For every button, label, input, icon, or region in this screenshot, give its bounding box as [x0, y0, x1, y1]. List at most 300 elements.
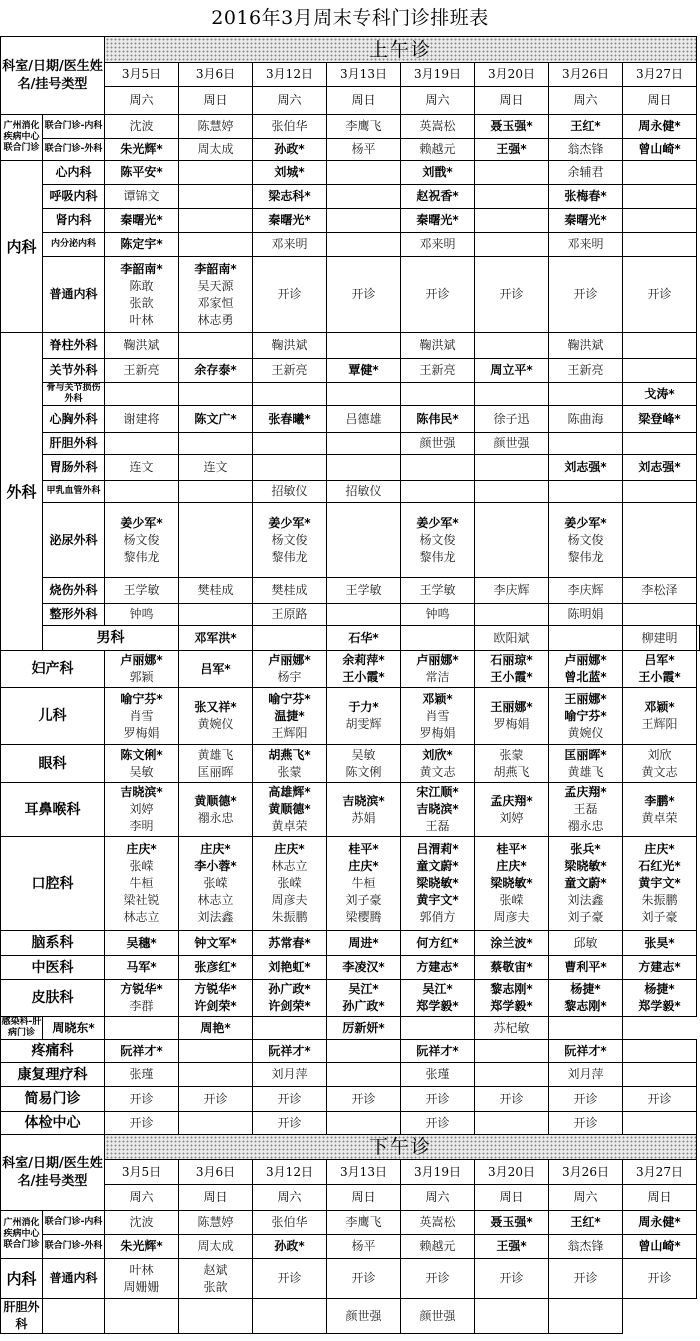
doctor-cell [179, 455, 253, 481]
schedule-row [1, 651, 700, 688]
doctor-name: 张歆 [203, 1279, 228, 1294]
doctor-name: 招敏仪 [271, 484, 308, 498]
doctor-name: 鞠洪斌 [567, 338, 604, 352]
doctor-name: 柳建明 [641, 630, 678, 645]
doctor-name: 赖越元 [419, 1239, 456, 1253]
dept-label: 简易门诊 [24, 1091, 81, 1107]
schedule-row [1, 980, 700, 1017]
group-gz [1, 115, 43, 161]
doctor-cell [253, 359, 327, 383]
doctor-cell [401, 1087, 475, 1112]
doctor-name: 聂玉强* [490, 119, 533, 133]
doctor-name: 吕军* [644, 653, 675, 667]
doctor-cell [475, 1112, 549, 1135]
group-wai [1, 333, 43, 651]
doctor-cell [697, 626, 700, 651]
doctor-cell [475, 503, 549, 578]
doctor-name: 杨文俊 [123, 532, 160, 547]
schedule-row [1, 604, 700, 626]
date-text: 3月13日 [340, 67, 387, 81]
schedule-row [1, 233, 700, 257]
date-text: 3月26日 [562, 1164, 609, 1179]
doctor-name: 庄庆* [644, 842, 675, 856]
date-header [475, 63, 549, 87]
date-header [549, 1160, 623, 1185]
dept-label: 呼吸内科 [49, 189, 98, 203]
doctor-name: 孙广政* [268, 982, 311, 996]
doctor-name: 杨文俊 [567, 532, 604, 547]
schedule-row [1, 1211, 700, 1235]
doctor-cell [179, 1299, 253, 1334]
doctor-name: 开诊 [425, 1091, 450, 1106]
doctor-name: 黄雄飞 [197, 747, 234, 762]
doctor-name: 周彦夫 [271, 893, 308, 907]
doctor-name: 肖雪 [425, 708, 450, 723]
doctor-cell [253, 1112, 327, 1135]
weekday-header [179, 1185, 253, 1211]
doctor-name: 张嵘 [277, 876, 302, 890]
doctor-name: 林志勇 [197, 312, 234, 327]
schedule-row [1, 688, 700, 745]
doctor-name: 喻宁芬* [564, 708, 607, 723]
doctor-cell [401, 1299, 475, 1334]
doctor-name: 聂玉强* [490, 1215, 533, 1229]
doctor-cell [253, 257, 327, 333]
doctor-name: 秦曙光* [268, 213, 311, 227]
doctor-name: 欧阳斌 [493, 630, 530, 645]
dept-label: 内分泌内科 [50, 239, 96, 249]
header-label: 科室/日期/医生姓名/挂号类型 [2, 58, 103, 92]
doctor-name: 王红* [570, 1215, 601, 1229]
doctor-name: 开诊 [647, 1271, 672, 1285]
dept-label: 整形外科 [49, 607, 98, 621]
weekday-header [105, 1185, 179, 1211]
doctor-name: 张昊* [644, 935, 675, 950]
doctor-cell [549, 745, 623, 783]
doctor-cell [623, 745, 697, 783]
doctor-cell [549, 1087, 623, 1112]
doctor-name: 阮祥才* [120, 1043, 163, 1058]
schedule-row [1, 931, 700, 956]
doctor-cell [327, 931, 401, 956]
doctor-name: 沈波 [129, 1215, 154, 1229]
doctor-name: 余莉萍* [342, 653, 385, 667]
doctor-name: 喻宁芬* [268, 691, 311, 706]
doctor-name: 钟鸣 [425, 607, 450, 621]
doctor-name: 厉新妍* [342, 1020, 385, 1035]
date-text: 3月19日 [414, 1164, 461, 1179]
dept-label: 疼痛科 [31, 1043, 74, 1059]
doctor-name: 黎志刚* [564, 999, 607, 1013]
dept-cell [1, 837, 105, 931]
doctor-cell [179, 433, 253, 455]
doctor-name: 赵祝香* [416, 189, 459, 203]
doctor-cell [475, 783, 549, 837]
doctor-name: 开诊 [499, 287, 524, 301]
doctor-name: 开诊 [573, 1115, 598, 1130]
doctor-name: 匡丽晖* [564, 747, 607, 762]
schedule-row [1, 161, 700, 185]
doctor-cell [179, 578, 253, 604]
doctor-name: 张兵* [570, 842, 601, 856]
doctor-name: 王学敏 [419, 583, 456, 597]
dept-label: 肾内科 [55, 213, 92, 227]
dept-label: 男科 [96, 630, 125, 646]
doctor-cell [179, 931, 253, 956]
doctor-name: 刘月萍 [271, 1067, 308, 1081]
doctor-name: 黄卓荣 [271, 819, 308, 833]
doctor-name: 李韶南* [194, 261, 237, 276]
doctor-cell [253, 233, 327, 257]
doctor-cell [549, 115, 623, 139]
doctor-name: 梁晓敏* [490, 876, 533, 890]
doctor-name: 王学敏 [123, 583, 160, 597]
doctor-name: 吴敏 [351, 747, 376, 762]
doctor-name: 黄文志 [641, 764, 678, 779]
doctor-name: 王红* [570, 119, 601, 133]
date-header [327, 1160, 401, 1185]
doctor-name: 张瑾 [425, 1067, 450, 1081]
dept-cell [43, 257, 105, 333]
doctor-name: 林志立 [123, 910, 160, 924]
group-label: 外科 [6, 482, 37, 501]
doctor-name: 翁杰锋 [567, 1239, 604, 1253]
doctor-cell [549, 783, 623, 837]
doctor-name: 苏娟 [351, 810, 376, 825]
doctor-name: 周太成 [197, 1239, 234, 1253]
date-text: 3月5日 [121, 1164, 162, 1179]
doctor-name: 开诊 [351, 1091, 376, 1106]
doctor-name: 李韶南* [120, 261, 163, 276]
doctor-name: 英嵩松 [419, 119, 456, 133]
doctor-cell [105, 333, 179, 359]
doctor-name: 童文蔚* [416, 859, 459, 873]
doctor-cell [179, 1112, 253, 1135]
group-nei [1, 161, 43, 333]
doctor-name: 赵斌 [203, 1262, 228, 1277]
doctor-cell [623, 931, 697, 956]
doctor-name: 樊桂成 [197, 583, 234, 597]
doctor-name: 陈慧婷 [197, 1215, 234, 1229]
doctor-cell [475, 1017, 549, 1040]
doctor-name: 庄庆* [274, 842, 305, 856]
dept-cell [43, 139, 105, 161]
doctor-cell [401, 503, 475, 578]
doctor-name: 招敏仪 [345, 484, 382, 498]
doctor-cell [253, 161, 327, 185]
doctor-cell [475, 651, 549, 688]
dept-label: 脊柱外科 [49, 338, 98, 352]
doctor-cell [105, 209, 179, 233]
doctor-cell [253, 115, 327, 139]
doctor-name: 王辉阳 [271, 725, 308, 740]
doctor-name: 周永健* [638, 1215, 681, 1229]
doctor-cell [327, 359, 401, 383]
doctor-cell [105, 745, 179, 783]
doctor-name: 钟鸣 [129, 607, 154, 621]
doctor-cell [253, 1235, 327, 1259]
doctor-cell [179, 257, 253, 333]
dept-label: 体检中心 [24, 1115, 81, 1131]
doctor-name: 开诊 [425, 1115, 450, 1130]
dept-label: 心胸外科 [49, 411, 98, 426]
dept-cell [43, 481, 105, 503]
doctor-name: 刘子豪 [567, 910, 604, 924]
doctor-name: 连文 [203, 460, 228, 474]
doctor-cell [401, 455, 475, 481]
doctor-name: 涂兰波* [490, 935, 533, 950]
doctor-name: 陈文俐 [345, 764, 382, 779]
doctor-cell [401, 233, 475, 257]
group-gz [1, 1211, 43, 1259]
doctor-cell [475, 1235, 549, 1259]
doctor-cell [179, 115, 253, 139]
doctor-cell [549, 980, 623, 1017]
doctor-cell [549, 139, 623, 161]
date-header [105, 63, 179, 87]
weekday-text: 周六 [129, 1190, 154, 1204]
doctor-name: 秦曙光* [416, 213, 459, 227]
schedule-row [1, 257, 700, 333]
doctor-cell [179, 1063, 253, 1087]
doctor-name: 开诊 [647, 287, 672, 301]
doctor-cell [623, 383, 697, 406]
doctor-name: 孟庆翔* [564, 785, 607, 799]
doctor-cell [327, 1040, 401, 1063]
doctor-name: 方建志* [416, 960, 459, 974]
dept-cell [43, 161, 105, 185]
doctor-cell [623, 1040, 697, 1063]
doctor-cell [327, 185, 401, 209]
doctor-name: 陈明娟 [567, 607, 604, 621]
doctor-cell [327, 257, 401, 333]
doctor-cell [253, 604, 327, 626]
doctor-name: 吕渭莉* [416, 842, 459, 856]
doctor-cell [327, 1211, 401, 1235]
doctor-cell [179, 503, 253, 578]
doctor-cell [475, 185, 549, 209]
doctor-name: 梁晓敏* [564, 859, 607, 873]
doctor-cell [327, 503, 401, 578]
weekday-text: 周六 [425, 93, 450, 107]
doctor-cell [253, 433, 327, 455]
doctor-name: 颜世强 [493, 436, 530, 450]
doctor-cell [253, 783, 327, 837]
doctor-cell [105, 578, 179, 604]
doctor-cell [401, 383, 475, 406]
doctor-cell [179, 161, 253, 185]
doctor-cell [43, 1017, 105, 1040]
doctor-cell [623, 185, 697, 209]
doctor-cell [401, 688, 475, 745]
doctor-name: 高雄辉* [268, 785, 311, 799]
dept-cell [43, 503, 105, 578]
doctor-cell [623, 980, 697, 1017]
doctor-name: 周彦夫 [493, 910, 530, 924]
doctor-cell [105, 956, 179, 980]
doctor-name: 邓颖* [644, 700, 675, 714]
doctor-cell [179, 185, 253, 209]
doctor-cell [623, 837, 697, 931]
doctor-name: 张嵘 [203, 876, 228, 890]
doctor-cell [179, 1040, 253, 1063]
doctor-cell [623, 604, 697, 626]
doctor-cell [327, 604, 401, 626]
doctor-cell [549, 931, 623, 956]
doctor-name: 梁志科* [268, 189, 311, 203]
dept-label: 儿科 [38, 708, 67, 724]
doctor-cell [179, 333, 253, 359]
weekday-text: 周日 [203, 93, 228, 107]
date-header [623, 63, 697, 87]
doctor-name: 吴敏 [129, 764, 154, 779]
doctor-name: 王新亮 [419, 363, 456, 377]
doctor-cell [401, 980, 475, 1017]
doctor-name: 张歆 [129, 295, 154, 310]
doctor-cell [549, 1063, 623, 1087]
dept-cell [43, 333, 105, 359]
doctor-name: 周进* [348, 935, 379, 950]
doctor-name: 邓来明 [567, 237, 604, 251]
doctor-cell [253, 455, 327, 481]
doctor-cell [475, 161, 549, 185]
doctor-cell [623, 626, 697, 651]
date-text: 3月27日 [636, 1164, 683, 1179]
doctor-cell [105, 688, 179, 745]
doctor-name: 黄雄飞 [567, 764, 604, 779]
doctor-name: 庄庆* [200, 842, 231, 856]
schedule-row [1, 837, 700, 931]
doctor-cell [327, 1112, 401, 1135]
doctor-name: 王小霞* [638, 670, 681, 684]
doctor-cell [327, 406, 401, 433]
weekday-header [475, 87, 549, 115]
dept-label: 感染科-肝病门诊 [1, 1017, 42, 1038]
doctor-cell [253, 931, 327, 956]
doctor-name: 石红光* [638, 859, 681, 873]
doctor-name: 张蒙 [277, 764, 302, 779]
schedule-row [1, 1112, 700, 1135]
doctor-name: 苏杞敏 [493, 1020, 530, 1035]
doctor-name: 秦曙光* [564, 213, 607, 227]
doctor-name: 梁登峰* [638, 411, 681, 426]
doctor-name: 徐子迅 [493, 411, 530, 426]
doctor-name: 周立平* [490, 363, 533, 377]
date-text: 3月19日 [414, 67, 461, 81]
doctor-cell [475, 139, 549, 161]
doctor-cell [253, 209, 327, 233]
doctor-cell [105, 931, 179, 956]
doctor-cell [105, 455, 179, 481]
dept-label: 联合门诊-内科 [44, 121, 103, 131]
doctor-cell [401, 1235, 475, 1259]
doctor-cell [327, 233, 401, 257]
doctor-cell [327, 1235, 401, 1259]
dept-label: 泌尿外科 [49, 532, 98, 547]
doctor-cell [549, 1299, 623, 1334]
doctor-name: 罗梅娟 [123, 725, 160, 740]
doctor-cell [401, 359, 475, 383]
doctor-cell [105, 1087, 179, 1112]
doctor-name: 杨文俊 [419, 532, 456, 547]
doctor-name: 王丽娜* [490, 700, 533, 714]
date-text: 3月6日 [195, 1164, 236, 1179]
dept-cell [43, 359, 105, 383]
dept-cell [1, 745, 105, 783]
date-header [623, 1160, 697, 1185]
doctor-name: 苏常春* [268, 935, 311, 950]
doctor-name: 吴江* [348, 982, 379, 996]
doctor-name: 赖越元 [419, 142, 456, 156]
doctor-cell [253, 185, 327, 209]
doctor-name: 叶林 [129, 1262, 154, 1277]
weekday-text: 周六 [129, 93, 154, 107]
doctor-name: 吕德雄 [345, 411, 382, 426]
doctor-name: 王原路 [271, 607, 308, 621]
doctor-name: 黄婉仪 [197, 717, 234, 731]
weekday-header [549, 1185, 623, 1211]
doctor-cell [253, 1063, 327, 1087]
schedule-row [1, 359, 700, 383]
doctor-name: 许剑荣* [268, 999, 311, 1013]
doctor-name: 阮祥才* [416, 1043, 459, 1058]
doctor-name: 王小霞* [490, 670, 533, 684]
doctor-name: 开诊 [129, 1091, 154, 1106]
doctor-name: 王新亮 [123, 363, 160, 377]
weekday-header [105, 87, 179, 115]
doctor-cell [105, 233, 179, 257]
doctor-name: 余存泰* [194, 363, 237, 377]
doctor-name: 吴天源 [197, 278, 234, 293]
doctor-name: 黄宇文* [638, 876, 681, 890]
doctor-name: 吉晓滨* [342, 793, 385, 808]
doctor-name: 李庆辉 [567, 583, 604, 597]
dept-label: 烧伤外科 [49, 583, 98, 597]
doctor-name: 孟庆翔* [490, 793, 533, 808]
date-header [253, 63, 327, 87]
doctor-cell [401, 604, 475, 626]
doctor-name: 周太成 [197, 142, 234, 156]
doctor-name: 何方红* [416, 935, 459, 950]
doctor-name: 宋江顺* [416, 785, 459, 799]
doctor-name: 张嵘 [129, 859, 154, 873]
date-text: 3月12日 [266, 1164, 313, 1179]
date-text: 3月20日 [488, 1164, 535, 1179]
doctor-name: 鞠洪斌 [123, 338, 160, 352]
doctor-cell [327, 139, 401, 161]
doctor-cell [105, 115, 179, 139]
weekday-header [475, 1185, 549, 1211]
doctor-name: 刘城* [274, 165, 305, 179]
doctor-name: 胡燕飞 [493, 764, 530, 779]
doctor-cell [401, 115, 475, 139]
doctor-cell [327, 837, 401, 931]
dept-label: 联合门诊-内科 [44, 1217, 103, 1227]
doctor-cell [623, 433, 697, 455]
date-text: 3月26日 [562, 67, 609, 81]
doctor-cell [179, 139, 253, 161]
doctor-name: 郑学毅* [490, 999, 533, 1013]
doctor-cell [401, 626, 475, 651]
doctor-name: 李鹰飞 [345, 1215, 382, 1229]
doctor-name: 吉晓滨* [120, 785, 163, 799]
doctor-cell [105, 1017, 179, 1040]
doctor-cell [549, 1040, 623, 1063]
doctor-cell [401, 406, 475, 433]
doctor-name: 林志立 [271, 859, 308, 873]
doctor-cell [401, 578, 475, 604]
doctor-name: 罗梅娟 [493, 717, 530, 731]
